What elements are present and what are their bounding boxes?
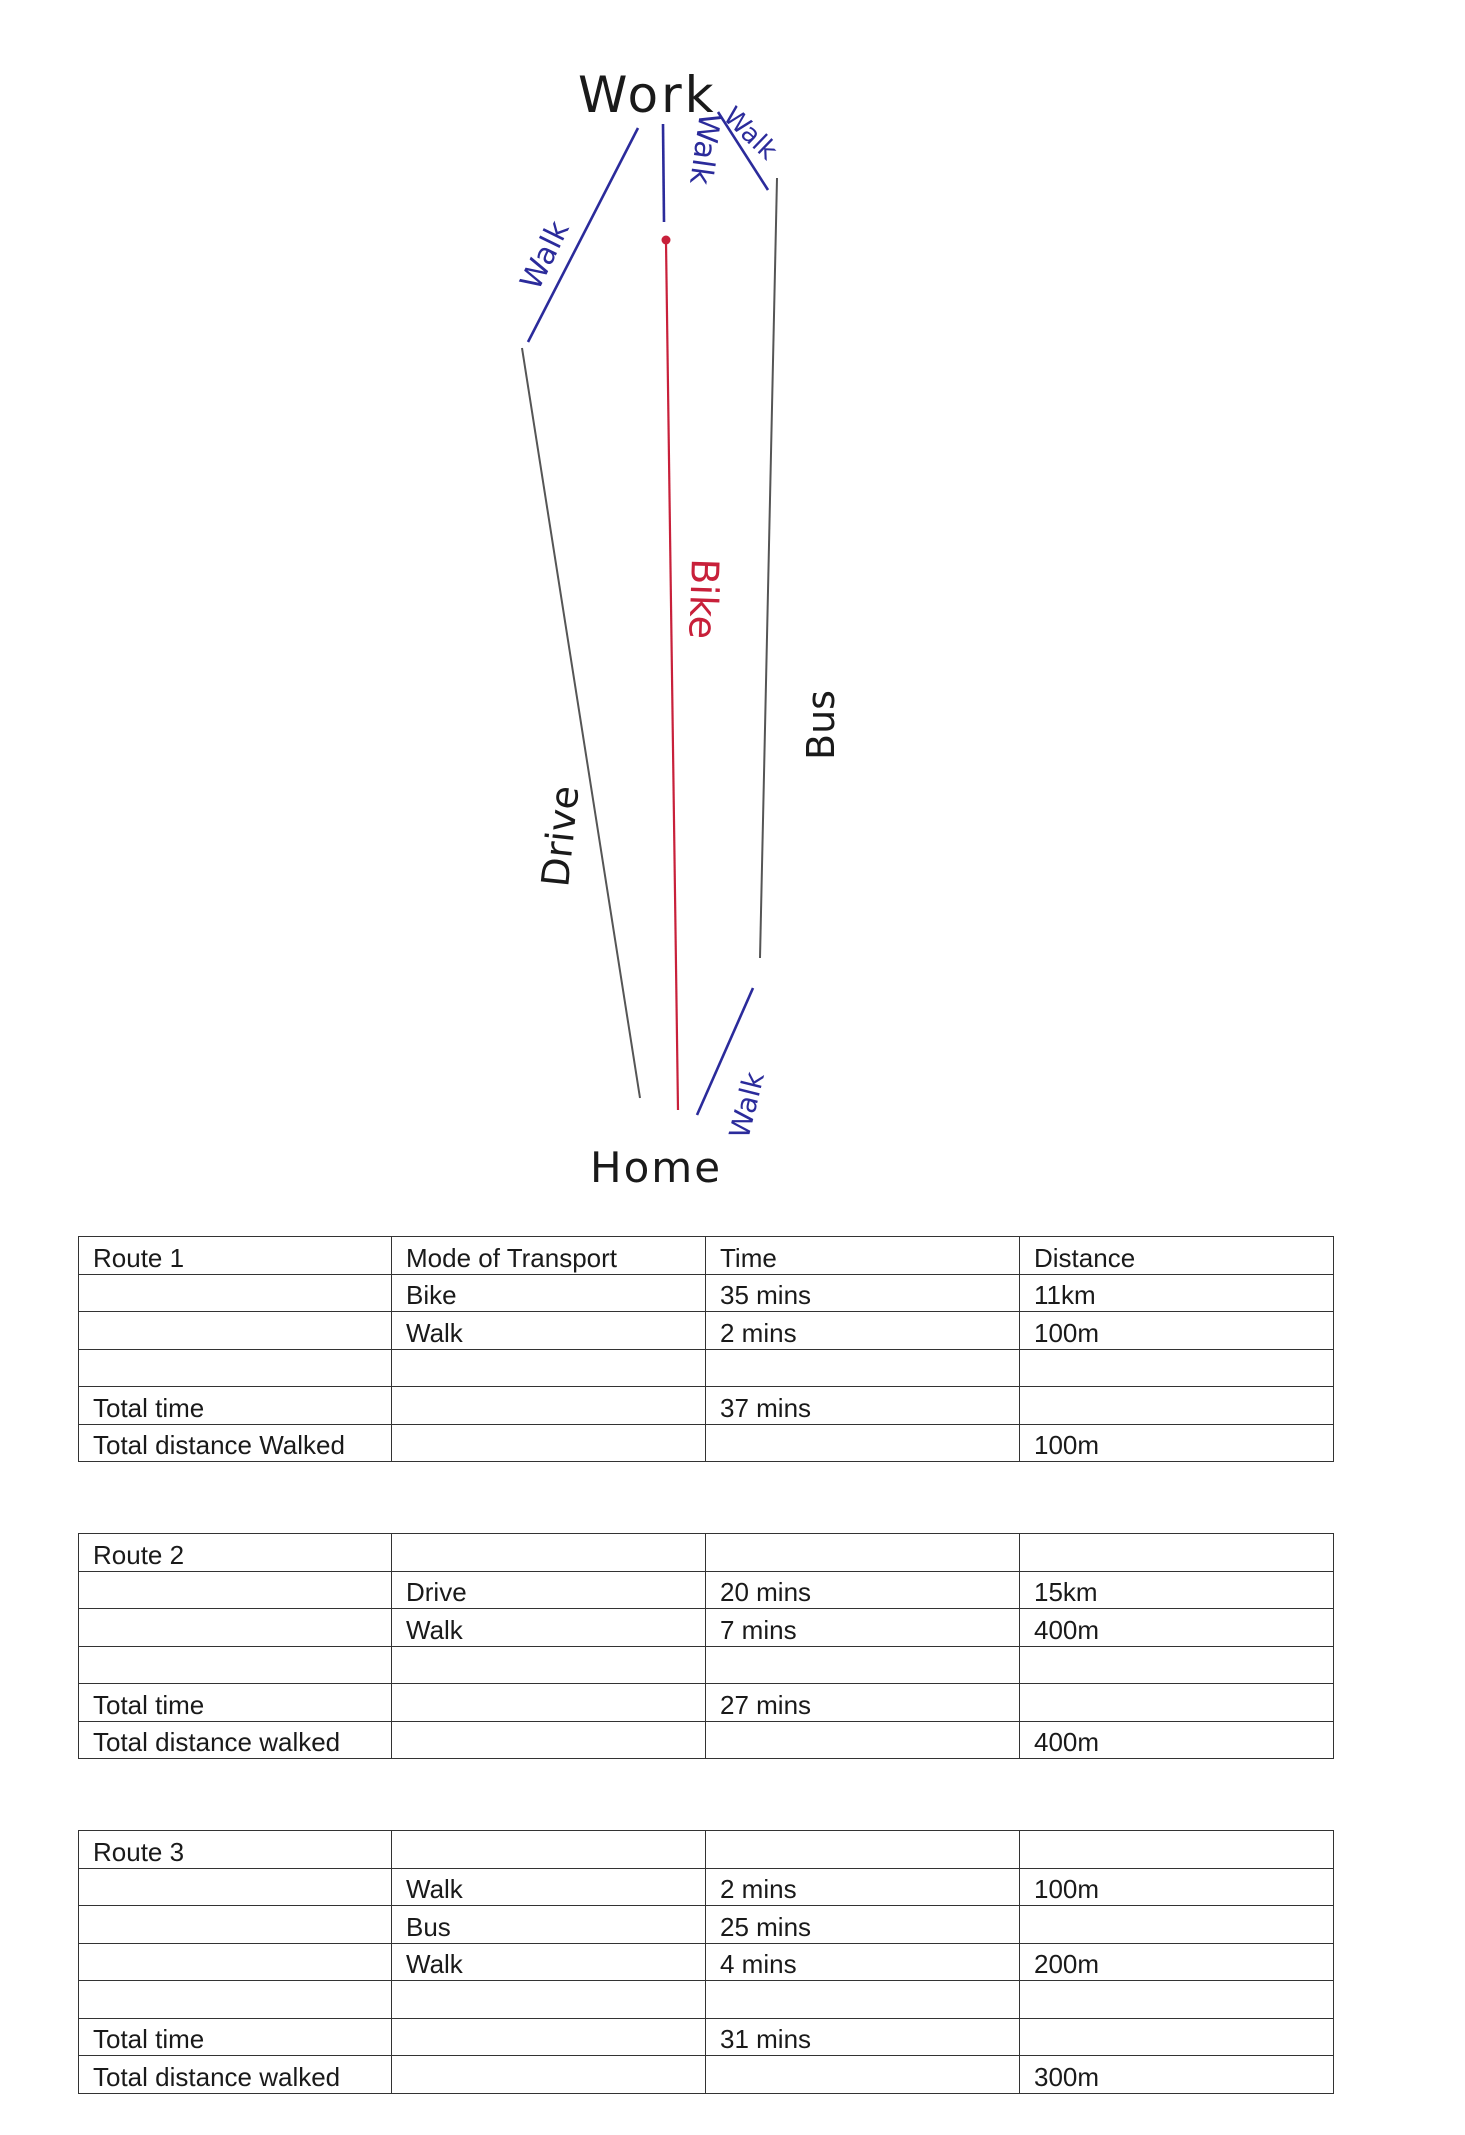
table-cell bbox=[79, 1609, 392, 1647]
table-cell bbox=[392, 1387, 706, 1425]
table-cell bbox=[706, 2056, 1020, 2094]
route-2-table bbox=[78, 1533, 1334, 1759]
table-row bbox=[79, 1943, 1334, 1981]
total-distance-label: Total distance walked bbox=[79, 1721, 392, 1759]
walk-label-bottom: Walk bbox=[722, 1068, 772, 1142]
table-cell bbox=[79, 1571, 392, 1609]
total-distance-value: 400m bbox=[1020, 1721, 1334, 1759]
table-row bbox=[79, 1274, 1334, 1312]
walk-label-center: Walk bbox=[682, 110, 727, 187]
table-cell bbox=[392, 2018, 706, 2056]
table-cell bbox=[392, 1684, 706, 1722]
table-cell: Walk bbox=[392, 1312, 706, 1350]
table-row bbox=[79, 1868, 1334, 1906]
table-cell: 100m bbox=[1020, 1868, 1334, 1906]
table-cell: 4 mins bbox=[706, 1943, 1020, 1981]
table-cell bbox=[1020, 1349, 1334, 1387]
total-time-label: Total time bbox=[79, 2018, 392, 2056]
bus-label: Bus bbox=[799, 690, 843, 760]
column-header-distance: Distance bbox=[1020, 1237, 1334, 1275]
total-distance-label: Total distance Walked bbox=[79, 1424, 392, 1462]
table-cell bbox=[1020, 2018, 1334, 2056]
table-cell: 7 mins bbox=[706, 1609, 1020, 1647]
table-cell bbox=[79, 1349, 392, 1387]
table-cell: 25 mins bbox=[706, 1906, 1020, 1944]
table-cell bbox=[392, 1721, 706, 1759]
table-cell bbox=[392, 1534, 706, 1572]
total-time-value: 37 mins bbox=[706, 1387, 1020, 1425]
total-time-label: Total time bbox=[79, 1387, 392, 1425]
table-cell: 2 mins bbox=[706, 1868, 1020, 1906]
table-cell bbox=[1020, 1387, 1334, 1425]
table-cell: 400m bbox=[1020, 1609, 1334, 1647]
table-row bbox=[79, 1424, 1334, 1462]
total-time-value: 31 mins bbox=[706, 2018, 1020, 2056]
table-cell: Bike bbox=[392, 1274, 706, 1312]
table-cell bbox=[706, 1349, 1020, 1387]
table-row bbox=[79, 1609, 1334, 1647]
table-cell bbox=[392, 1981, 706, 2019]
table-row bbox=[79, 1312, 1334, 1350]
table-cell bbox=[706, 1646, 1020, 1684]
bike-line bbox=[666, 242, 678, 1110]
table-cell bbox=[392, 1646, 706, 1684]
table-cell: Walk bbox=[392, 1868, 706, 1906]
table-cell bbox=[1020, 1906, 1334, 1944]
table-cell bbox=[392, 1831, 706, 1869]
route-1-title: Route 1 bbox=[79, 1237, 392, 1275]
bus-line bbox=[760, 178, 777, 958]
drive-line bbox=[522, 348, 640, 1098]
work-label: Work bbox=[578, 66, 717, 124]
table-row bbox=[79, 2018, 1334, 2056]
table-cell: Walk bbox=[392, 1609, 706, 1647]
table-cell: 100m bbox=[1020, 1312, 1334, 1350]
table-row bbox=[79, 1237, 1334, 1275]
table-row bbox=[79, 1906, 1334, 1944]
table-cell bbox=[392, 1424, 706, 1462]
total-distance-value: 100m bbox=[1020, 1424, 1334, 1462]
table-row bbox=[79, 1831, 1334, 1869]
table-cell bbox=[1020, 1646, 1334, 1684]
table-row bbox=[79, 1349, 1334, 1387]
table-row bbox=[79, 1721, 1334, 1759]
route-3-title: Route 3 bbox=[79, 1831, 392, 1869]
table-cell bbox=[706, 1424, 1020, 1462]
table-row bbox=[79, 2056, 1334, 2094]
route-1-table bbox=[78, 1236, 1334, 1462]
table-cell bbox=[392, 2056, 706, 2094]
bike-label: Bike bbox=[680, 557, 727, 640]
column-header-mode: Mode of Transport bbox=[392, 1237, 706, 1275]
table-cell: 35 mins bbox=[706, 1274, 1020, 1312]
drive-label: Drive bbox=[533, 783, 588, 889]
table-cell: Walk bbox=[392, 1943, 706, 1981]
column-header-time: Time bbox=[706, 1237, 1020, 1275]
table-cell bbox=[1020, 1684, 1334, 1722]
table-cell bbox=[79, 1312, 392, 1350]
table-cell bbox=[706, 1534, 1020, 1572]
table-cell bbox=[706, 1721, 1020, 1759]
table-cell: 11km bbox=[1020, 1274, 1334, 1312]
table-cell bbox=[706, 1831, 1020, 1869]
total-time-value: 27 mins bbox=[706, 1684, 1020, 1722]
table-cell: Drive bbox=[392, 1571, 706, 1609]
total-distance-value: 300m bbox=[1020, 2056, 1334, 2094]
table-cell bbox=[79, 1868, 392, 1906]
route-2-title: Route 2 bbox=[79, 1534, 392, 1572]
table-cell bbox=[1020, 1981, 1334, 2019]
table-cell: 200m bbox=[1020, 1943, 1334, 1981]
table-cell bbox=[706, 1981, 1020, 2019]
walk-label-right: Walk bbox=[717, 101, 783, 167]
total-distance-label: Total distance walked bbox=[79, 2056, 392, 2094]
table-cell bbox=[392, 1349, 706, 1387]
table-cell bbox=[79, 1646, 392, 1684]
table-cell bbox=[79, 1274, 392, 1312]
table-row bbox=[79, 1534, 1334, 1572]
total-time-label: Total time bbox=[79, 1684, 392, 1722]
table-cell: 2 mins bbox=[706, 1312, 1020, 1350]
home-label: Home bbox=[590, 1143, 723, 1192]
table-cell: 20 mins bbox=[706, 1571, 1020, 1609]
table-row bbox=[79, 1387, 1334, 1425]
table-cell bbox=[1020, 1534, 1334, 1572]
table-cell: Bus bbox=[392, 1906, 706, 1944]
walk-line-center bbox=[663, 124, 664, 222]
table-cell bbox=[79, 1981, 392, 2019]
route-3-table bbox=[78, 1830, 1334, 2094]
table-row bbox=[79, 1981, 1334, 2019]
table-cell bbox=[79, 1906, 392, 1944]
table-row bbox=[79, 1646, 1334, 1684]
table-cell bbox=[79, 1943, 392, 1981]
table-cell bbox=[1020, 1831, 1334, 1869]
table-row bbox=[79, 1571, 1334, 1609]
walk-label-left: Walk bbox=[513, 215, 577, 296]
table-cell: 15km bbox=[1020, 1571, 1334, 1609]
table-row bbox=[79, 1684, 1334, 1722]
